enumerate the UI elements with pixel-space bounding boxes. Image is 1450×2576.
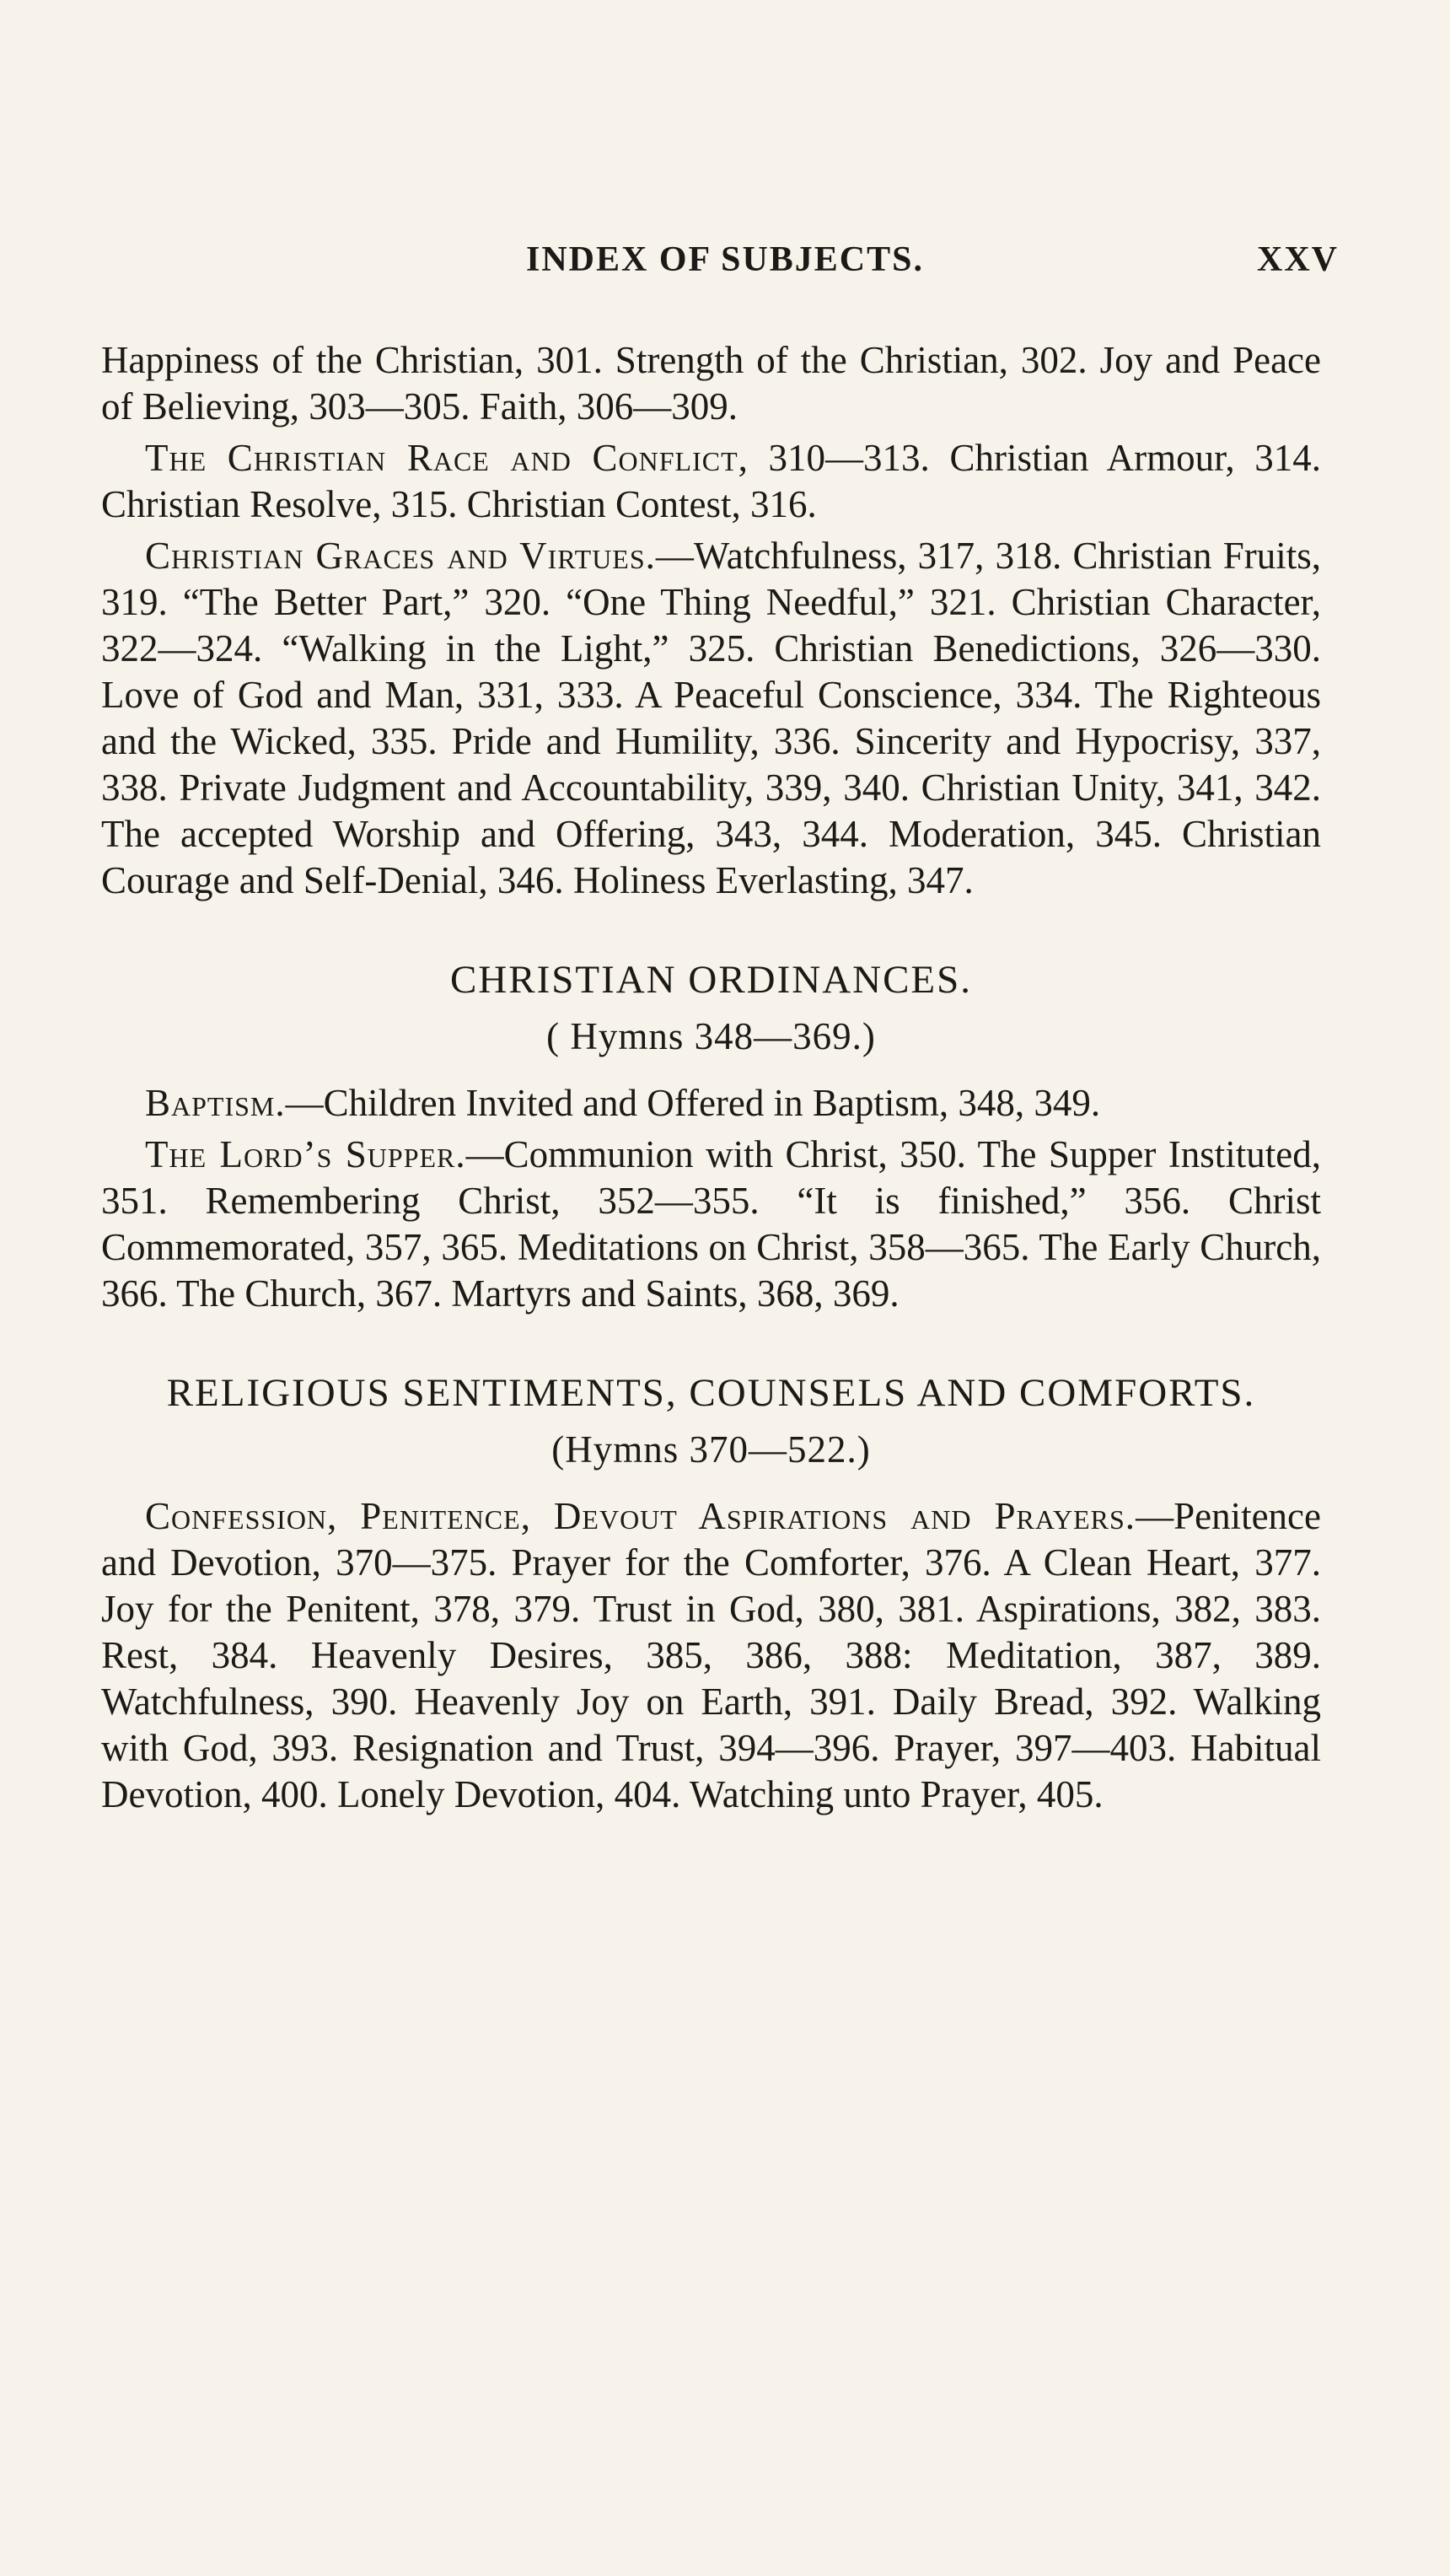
entry-heading: The Christian Race and Conflict, <box>145 437 749 479</box>
index-text <box>101 337 1321 1823</box>
entry-heading: Baptism. <box>145 1082 286 1124</box>
entry-text: —Communion with Christ, 350. The Supper Instituted, 351. Remembering Christ, 352—355. “It is finished,” 356. Christ Commemorated, 357, 365. Meditations on Christ, 358—365. The Early Church, 366. The Church, 367. Martyrs and Saints, 368, 369. <box>101 1133 1321 1315</box>
entry-text: —Watchfulness, 317, 318. Christian Fruits, 319. “The Better Part,” 320. “One Thing Needful,” 321. Christian Character, 322—324. “Walking in the Light,” 325. Christian Benedictions, 326—330. Love of God and Man, 331, 333. A Peaceful Conscience, 334. The Righteous and the Wicked, 335. Pride and Humility, 336. Sincerity and Hypocrisy, 337, 338. Private Judgment and Accountability, 339, 340. Christian Unity, 341, 342. The accepted Worship and Offering, 343, 344. Moderation, 345. Christian Courage and Self-Denial, 346. Holiness Everlasting, 347. <box>101 535 1321 901</box>
entry-heading: Confession, Penitence, Devout Aspirations and Prayers. <box>145 1495 1136 1537</box>
index-entry <box>101 1080 1321 1127</box>
entry-heading: The Lord’s Supper. <box>145 1133 466 1175</box>
page-title: INDEX OF SUBJECTS. <box>525 240 925 279</box>
hymn-range: (Hymns 370—522.) <box>551 1428 871 1471</box>
index-entry <box>101 533 1321 904</box>
entry-text: Happiness of the Christian, 301. Strength of the Christian, 302. Joy and Peace of Believing, 303—305. Faith, 306—309. <box>101 339 1321 428</box>
page-number: XXV <box>1257 240 1339 279</box>
entry-text: 310—313. Christian Armour, 314. Christian Resolve, 315. Christian Contest, 316. <box>101 437 1321 525</box>
section-heading-ordinances: CHRISTIAN ORDINANCES. <box>449 958 973 1002</box>
running-head <box>101 239 1349 290</box>
index-entry <box>101 1132 1321 1317</box>
entry-heading: Christian Graces and Virtues. <box>145 535 656 577</box>
hymn-range: ( Hymns 348—369.) <box>546 1015 876 1057</box>
section-heading-sentiments: RELIGIOUS SENTIMENTS, COUNSELS AND COMFORTS. <box>166 1371 1256 1415</box>
index-entry <box>101 337 1321 430</box>
entry-text: —Children Invited and Offered in Baptism, 348, 349. <box>285 1082 1101 1124</box>
index-entry <box>101 435 1321 528</box>
entry-text: —Penitence and Devotion, 370—375. Prayer for the Comforter, 376. A Clean Heart, 377. Joy for the Penitent, 378, 379. Trust in God, 380, 381. Aspirations, 382, 383. Rest, 384. Heavenly Desires, 385, 386, 388: Meditation, 387, 389. Watchfulness, 390. Heavenly Joy on Earth, 391. Daily Bread, 392. Walking with God, 393. Resignation and Trust, 394—396. Prayer, 397—403. Habitual Devotion, 400. Lonely Devotion, 404. Watching unto Prayer, 405. <box>101 1495 1321 1815</box>
index-entry <box>101 1493 1321 1818</box>
